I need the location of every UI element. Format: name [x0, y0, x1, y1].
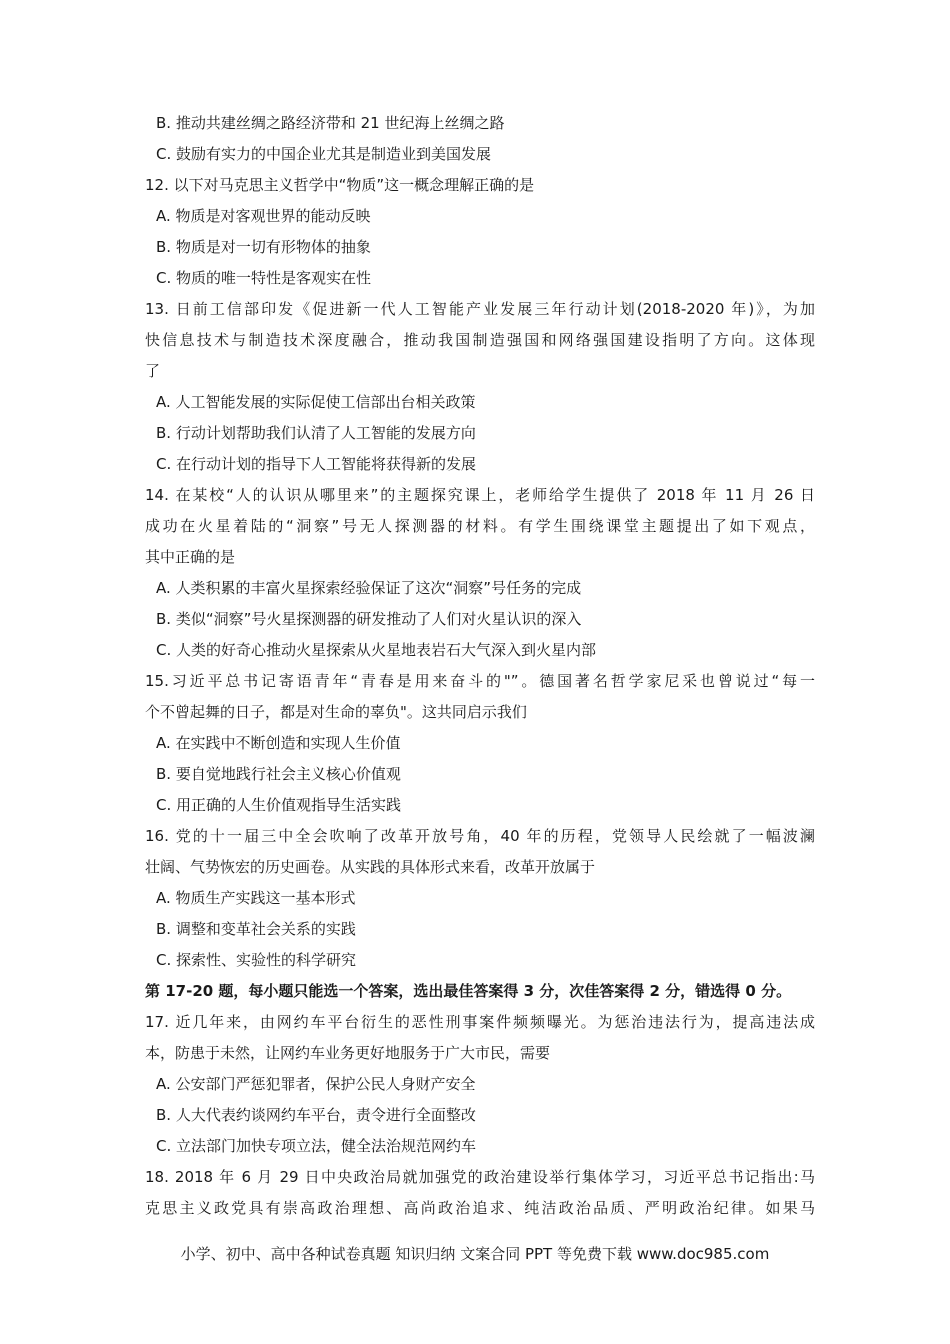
question-text-line: 16. 党的十一届三中全会吹响了改革开放号角，40 年的历程，党领导人民绘就了一幅波澜: [145, 827, 815, 845]
question-text-line: 了: [145, 362, 161, 380]
question-text-line: 17. 近几年来，由网约车平台衍生的恶性刑事案件频频曝光。为惩治违法行为，提高违法成: [145, 1013, 815, 1031]
answer-option: B. 推动共建丝绸之路经济带和 21 世纪海上丝绸之路: [156, 114, 505, 132]
document-body: [145, 108, 815, 1224]
answer-option: A. 物质生产实践这一基本形式: [156, 889, 356, 907]
answer-option: B. 物质是对一切有形物体的抽象: [156, 238, 371, 256]
answer-option: A. 人工智能发展的实际促使工信部出台相关政策: [156, 393, 476, 411]
answer-option: C. 人类的好奇心推动火星探索从火星地表岩石大气深入到火星内部: [156, 641, 597, 659]
answer-option: C. 探索性、实验性的科学研究: [156, 951, 357, 969]
question-text-line: 壮阔、气势恢宏的历史画卷。从实践的具体形式来看，改革开放属于: [145, 858, 596, 876]
question-text-line: 克思主义政党具有崇高政治理想、高尚政治追求、纯洁政治品质、严明政治纪律。如果马: [145, 1199, 815, 1217]
question-text-line: 本，防患于未然，让网约车业务更好地服务于广大市民，需要: [145, 1044, 551, 1062]
answer-option: B. 人大代表约谈网约车平台，责令进行全面整改: [156, 1106, 476, 1124]
answer-option: C. 物质的唯一特性是客观实在性: [156, 269, 372, 287]
answer-option: A. 物质是对客观世界的能动反映: [156, 207, 371, 225]
question-text-line: 快信息技术与制造技术深度融合，推动我国制造强国和网络强国建设指明了方向。这体现: [145, 331, 815, 349]
question-text-line: 13. 日前工信部印发《促进新一代人工智能产业发展三年行动计划(2018-2020 年)》，为加: [145, 300, 815, 318]
page-footer: 小学、初中、高中各种试卷真题 知识归纳 文案合同 PPT 等免费下载 www.doc985.com: [180, 1245, 770, 1263]
question-text-line: 个不曾起舞的日子，都是对生命的辜负"。这共同启示我们: [145, 703, 527, 721]
answer-option: C. 用正确的人生价值观指导生活实践: [156, 796, 402, 814]
answer-option: A. 在实践中不断创造和实现人生价值: [156, 734, 401, 752]
answer-option: B. 行动计划帮助我们认清了人工智能的发展方向: [156, 424, 476, 442]
question-text-line: 14. 在某校“人的认识从哪里来”的主题探究课上，老师给学生提供了 2018 年 11 月 26 日: [145, 486, 815, 504]
answer-option: C. 立法部门加快专项立法，健全法治规范网约车: [156, 1137, 477, 1155]
section-instruction: 第 17-20 题，每小题只能选一个答案，选出最佳答案得 3 分，次佳答案得 2 分，错选得 0 分。: [145, 982, 792, 1000]
question-text-line: 其中正确的是: [145, 548, 236, 566]
answer-option: B. 要自觉地践行社会主义核心价值观: [156, 765, 401, 783]
answer-option: A. 公安部门严惩犯罪者，保护公民人身财产安全: [156, 1075, 476, 1093]
question-text-line: 18. 2018 年 6 月 29 日中央政治局就加强党的政治建设举行集体学习，习近平总书记指出:马: [145, 1168, 815, 1186]
answer-option: C. 在行动计划的指导下人工智能将获得新的发展: [156, 455, 477, 473]
answer-option: C. 鼓励有实力的中国企业尤其是制造业到美国发展: [156, 145, 492, 163]
question-text-line: 成功在火星着陆的“洞察”号无人探测器的材料。有学生围绕课堂主题提出了如下观点，: [145, 517, 815, 535]
answer-option: A. 人类积累的丰富火星探索经验保证了这次“洞察”号任务的完成: [156, 579, 582, 597]
question-text-line: 15.习近平总书记寄语青年“青春是用来奋斗的"”。德国著名哲学家尼采也曾说过“每一: [145, 672, 815, 690]
answer-option: B. 类似“洞察”号火星探测器的研发推动了人们对火星认识的深入: [156, 610, 582, 628]
answer-option: B. 调整和变革社会关系的实践: [156, 920, 356, 938]
question-text-line: 12. 以下对马克思主义哲学中“物质”这一概念理解正确的是: [145, 176, 535, 194]
